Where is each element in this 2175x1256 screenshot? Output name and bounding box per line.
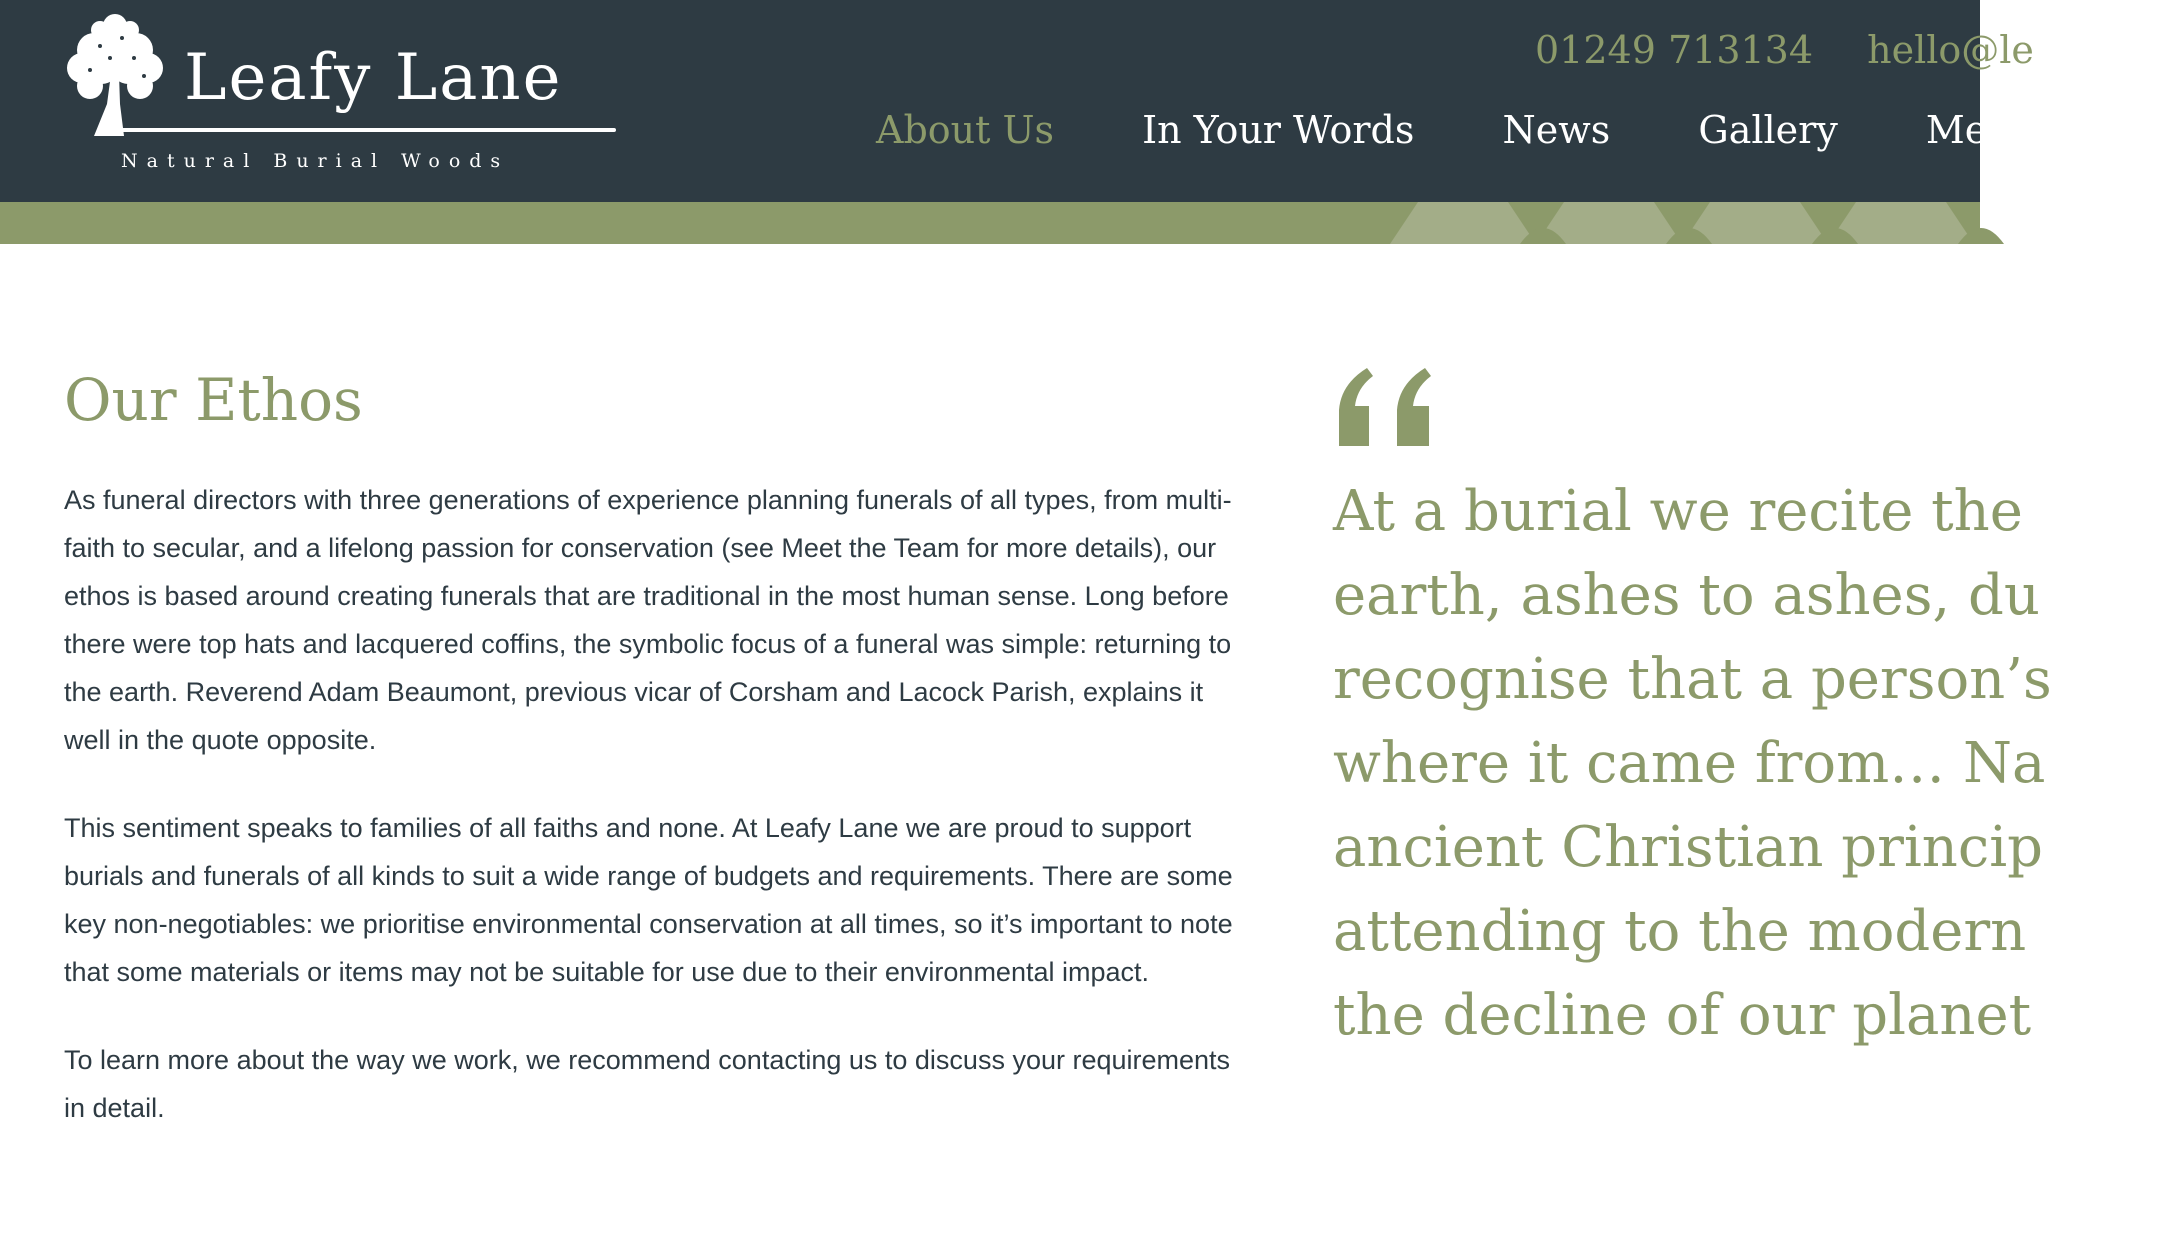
quote-line: recognise that a person’s xyxy=(1333,647,2052,712)
quote-mark-icon xyxy=(1333,366,1437,446)
decorative-band xyxy=(0,202,1980,244)
ethos-paragraph: This sentiment speaks to families of all faiths and none. At Leafy Lane we are proud to support burials and funerals of all kinds to suit a wide range of budgets and requirements. There are some key non-negotiables: we prioritise environmental conservation at all times, so it’s important to note that some materials or items may not be suitable for use due to their environmental impact. xyxy=(64,813,1233,987)
ethos-paragraph: As funeral directors with three generations of experience planning funerals of all types, from multi-faith to secular, and a lifelong passion for conservation (see Meet the Team for more details), our ethos is based around creating funerals that are traditional in the most human sense. Long before there were top hats and lacquered coffins, the symbolic focus of a funeral was simple: returning to the earth. Reverend Adam Beaumont, previous vicar of Corsham and Lacock Parish, explains it well in the quote opposite. xyxy=(64,485,1232,755)
contact-info xyxy=(1535,28,2034,72)
phone-link[interactable]: 01249 713134 xyxy=(1535,28,1814,72)
pull-quote xyxy=(1333,470,2093,1058)
logo-name: Leafy Lane xyxy=(184,41,563,115)
tree-silhouette-decoration xyxy=(0,202,1980,244)
quote-line: attending to the modern xyxy=(1333,899,2027,964)
nav-item-gallery[interactable]: Gallery xyxy=(1698,108,1838,152)
nav-item-about-us[interactable]: About Us xyxy=(876,108,1054,152)
ethos-body xyxy=(64,476,1244,1172)
nav-item-news[interactable]: News xyxy=(1502,108,1611,152)
nav-item-meet-the-team[interactable]: Meet the xyxy=(1925,108,2100,152)
site-header xyxy=(0,0,2100,202)
logo-tagline: Natural Burial Woods xyxy=(121,150,510,172)
quote-line: where it came from… Na xyxy=(1333,731,2046,796)
quote-line: earth, ashes to ashes, du xyxy=(1333,563,2040,628)
page-title: Our Ethos xyxy=(64,366,363,434)
tree-icon xyxy=(60,12,170,138)
email-link[interactable]: hello@le xyxy=(1867,28,2034,72)
quote-line: ancient Christian princip xyxy=(1333,815,2043,880)
nav-item-in-your-words[interactable]: In Your Words xyxy=(1142,108,1415,152)
quote-line: At a burial we recite the xyxy=(1333,479,2023,544)
quote-line: the decline of our planet xyxy=(1333,983,2032,1048)
site-logo[interactable] xyxy=(60,12,620,182)
ethos-paragraph: To learn more about the way we work, we recommend contacting us to discuss your requirements in detail. xyxy=(64,1045,1231,1123)
main-nav xyxy=(876,108,2175,152)
logo-underline xyxy=(120,128,616,132)
